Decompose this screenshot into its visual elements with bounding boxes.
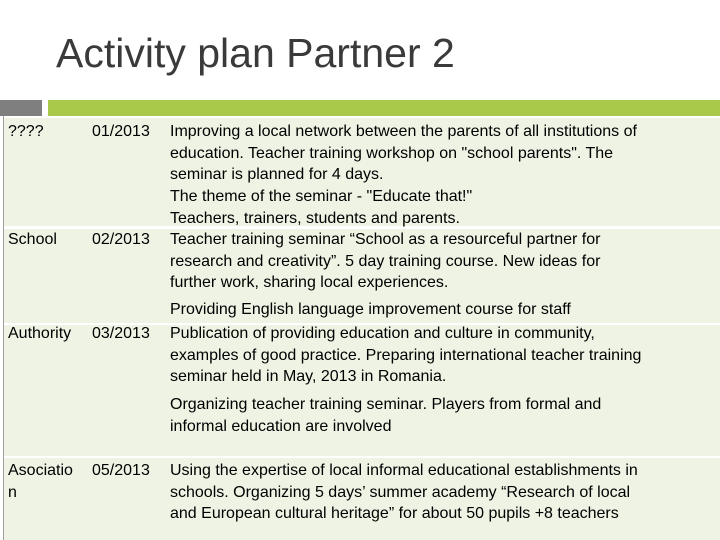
table-cell-date: 05/2013 [92, 462, 150, 479]
table-cell-label: Authority [8, 325, 72, 342]
table-cell-date: 03/2013 [92, 325, 150, 342]
table-cell-label: ???? [8, 123, 44, 140]
table-cell-description [170, 121, 710, 230]
description-line: informal education are involved [170, 417, 392, 435]
description-line: and European cultural heritage” for about 50 pupils +8 teachers [170, 505, 619, 523]
table-cell-date: 02/2013 [92, 231, 150, 248]
description-line: Teacher training seminar “School as a resourceful partner for [170, 231, 601, 248]
page-title: Activity plan Partner 2 [56, 30, 455, 76]
description-line: Improving a local network between the parents of all institutions of [170, 123, 637, 140]
table-cell-date: 01/2013 [92, 123, 150, 140]
description-line: Using the expertise of local informal educational establishments in [170, 462, 638, 479]
description-line: Teachers, trainers, students and parents. [170, 209, 460, 227]
label-line: n [8, 483, 17, 501]
table-cell-description-extra: Providing English language improvement course for staff [170, 301, 571, 318]
description-line: further work, sharing local experiences. [170, 274, 449, 292]
description-line: schools. Organizing 5 days’ summer academy “Research of local [170, 483, 631, 501]
table-cell-description [170, 323, 710, 388]
table-cell-label [8, 460, 92, 503]
description-line: education. Teacher training workshop on "school parents". The [170, 144, 614, 162]
table-cell-description [170, 229, 710, 294]
table-cell-description [170, 460, 710, 525]
table-cell-label: School [8, 231, 57, 248]
description-line: examples of good practice. Preparing international teacher training [170, 346, 642, 364]
description-line: seminar is planned for 4 days. [170, 166, 384, 184]
description-line: Organizing teacher training seminar. Players from formal and [170, 396, 602, 413]
table-cell-description-extra [170, 394, 710, 437]
description-line: Publication of providing education and culture in community, [170, 325, 595, 342]
title-accent-bar-gray [0, 100, 42, 116]
description-line: seminar held in May, 2013 in Romania. [170, 368, 447, 386]
title-accent-bar-green [48, 100, 720, 116]
description-line: The theme of the seminar - "Educate that!" [170, 188, 473, 206]
description-line: research and creativity”. 5 day training course. New ideas for [170, 252, 601, 270]
label-line: Asociatio [8, 462, 73, 479]
